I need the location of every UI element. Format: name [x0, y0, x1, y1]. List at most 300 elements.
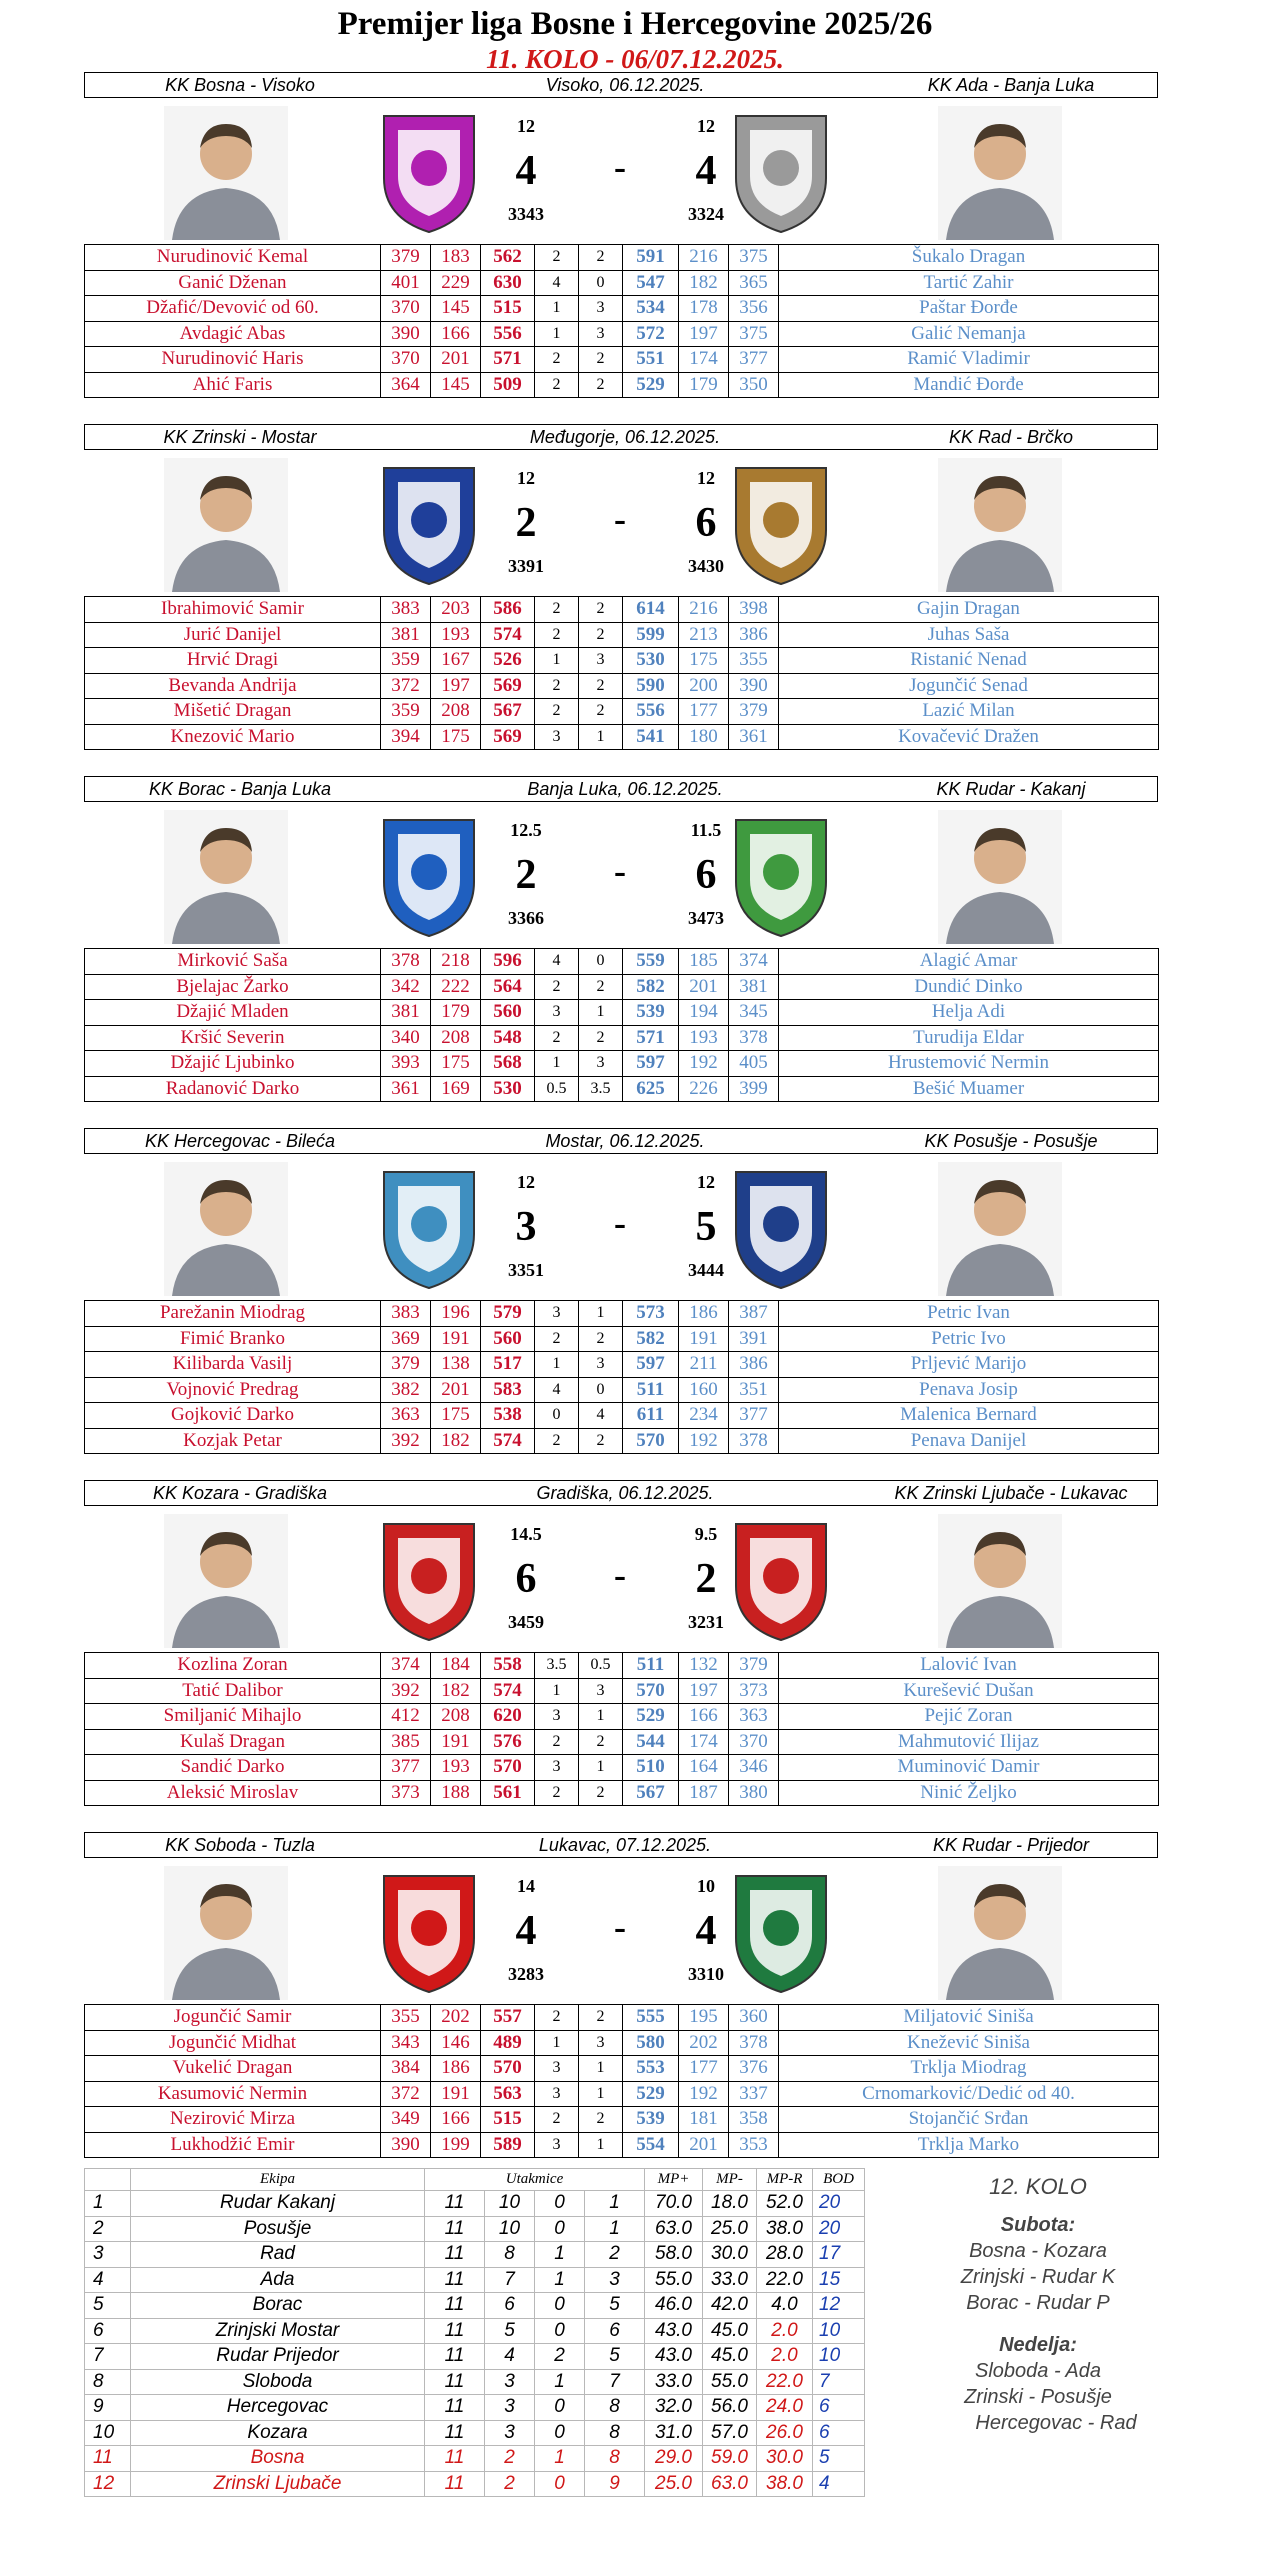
standings-cell: 2 [85, 2216, 131, 2242]
standings-cell: 10 [85, 2420, 131, 2446]
standings-cell: 9 [85, 2395, 131, 2421]
result-cell: 3.5 [535, 1653, 579, 1679]
standings-cell: 25.0 [645, 2471, 703, 2497]
result-cell: 405 [729, 1051, 779, 1077]
match-header [84, 1832, 1158, 1858]
result-cell: 3 [579, 321, 623, 347]
result-cell: Paštar Đorđe [779, 296, 1159, 322]
result-cell: 567 [623, 1780, 679, 1806]
standings-cell: 11 [425, 2446, 485, 2472]
home-player-photo [164, 1514, 288, 1648]
standings-cell: 8 [485, 2242, 535, 2268]
home-logo-image [374, 108, 484, 238]
result-cell: 381 [729, 974, 779, 1000]
result-cell: 383 [381, 597, 431, 623]
standings-cell: 5 [85, 2293, 131, 2319]
away-player-photo [938, 1866, 1062, 2000]
result-cell: 373 [381, 1780, 431, 1806]
result-cell: 186 [431, 2056, 481, 2082]
standings-cell: Rudar Prijedor [131, 2344, 425, 2370]
away-logo-image [726, 1516, 836, 1646]
result-cell: Jurić Danijel [85, 622, 381, 648]
result-cell: Miljatović Siniša [779, 2005, 1159, 2031]
fixture: Zrinjski - Rudar K [960, 2266, 1116, 2288]
home-match-score: 3 [515, 1204, 537, 1250]
result-cell: 2 [535, 1780, 579, 1806]
away-club-logo [726, 812, 836, 942]
fixture: Sloboda - Ada [974, 2360, 1101, 2382]
result-cell: Trklja Marko [779, 2132, 1159, 2158]
result-cell: 381 [381, 622, 431, 648]
result-cell: Lukhodžić Emir [85, 2132, 381, 2158]
result-cell: 370 [729, 1729, 779, 1755]
result-cell: 202 [679, 2030, 729, 2056]
result-cell: 620 [481, 1704, 535, 1730]
match-header [84, 776, 1158, 802]
result-cell: 378 [381, 949, 431, 975]
next-round-day2-games [918, 2358, 1158, 2436]
result-cell: Jogunčić Senad [779, 673, 1159, 699]
fixture: Bosna - Kozara [969, 2240, 1107, 2262]
away-set-points: 12 [697, 116, 715, 136]
result-cell: 3 [535, 2081, 579, 2107]
result-cell: 186 [679, 1301, 729, 1327]
result-cell: 353 [729, 2132, 779, 2158]
result-cell: 591 [623, 245, 679, 271]
standings-cell: 12 [85, 2471, 131, 2497]
result-row [85, 270, 1159, 296]
result-cell: Lalović Ivan [779, 1653, 1159, 1679]
result-cell: 611 [623, 1403, 679, 1429]
home-player-image [164, 1514, 288, 1648]
away-team-name: KK Posušje - Posušje [924, 1131, 1098, 1151]
result-cell: Mahmutović Ilijaz [779, 1729, 1159, 1755]
result-cell: 574 [481, 1428, 535, 1454]
home-player-image [164, 458, 288, 592]
result-cell: Lazić Milan [779, 699, 1159, 725]
result-cell: 377 [381, 1755, 431, 1781]
result-cell: Helja Adi [779, 1000, 1159, 1026]
standings-cell: 1 [585, 2216, 645, 2242]
result-row [85, 2107, 1159, 2133]
result-cell: 201 [431, 1377, 481, 1403]
match-venue-date: Lukavac, 07.12.2025. [538, 1835, 712, 1855]
standings-row [85, 2293, 865, 2319]
home-logo-image [374, 460, 484, 590]
away-total-pins: 3430 [688, 556, 724, 576]
result-cell: 517 [481, 1352, 535, 1378]
home-total-pins: 3351 [508, 1260, 544, 1280]
result-row [85, 2081, 1159, 2107]
result-cell: 596 [481, 949, 535, 975]
result-cell: 201 [679, 974, 729, 1000]
result-cell: 3 [535, 1000, 579, 1026]
away-club-logo [726, 1516, 836, 1646]
result-cell: 192 [679, 1428, 729, 1454]
away-club-logo [726, 460, 836, 590]
away-player-image [938, 1162, 1062, 1296]
standings-cell: 2.0 [757, 2344, 813, 2370]
result-cell: 372 [381, 673, 431, 699]
result-cell: 2 [579, 597, 623, 623]
standings-cell: 5 [813, 2446, 865, 2472]
away-team-name: KK Rad - Brčko [948, 427, 1074, 447]
result-cell: Kozjak Petar [85, 1428, 381, 1454]
result-cell: 1 [535, 1051, 579, 1077]
standings-cell: 30.0 [757, 2446, 813, 2472]
standings-cell: 3 [485, 2395, 535, 2421]
match-results-table [84, 244, 1159, 398]
result-cell: 597 [623, 1051, 679, 1077]
round-subtitle: 11. KOLO - 06/07.12.2025. [486, 44, 784, 74]
result-cell: 547 [623, 270, 679, 296]
match-block [84, 1128, 1158, 1466]
standings-cell: 8 [85, 2369, 131, 2395]
standings-cell: 11 [425, 2242, 485, 2268]
result-cell: 166 [431, 321, 481, 347]
standings-cell: 24.0 [757, 2395, 813, 2421]
result-row [85, 1076, 1159, 1102]
result-cell: 369 [381, 1326, 431, 1352]
result-cell: 381 [381, 1000, 431, 1026]
mp-plus-header: MP+ [645, 2169, 703, 2191]
standings-cell: 0 [535, 2420, 585, 2446]
result-cell: 363 [381, 1403, 431, 1429]
match-results-table [84, 1652, 1159, 1806]
home-set-points: 14.5 [510, 1524, 542, 1544]
home-logo-image [374, 1868, 484, 1998]
result-cell: 197 [679, 321, 729, 347]
next-round-day2: Nedelja: [999, 2334, 1077, 2356]
standings-cell: 4.0 [757, 2293, 813, 2319]
result-cell: 192 [679, 2081, 729, 2107]
standings-cell: 3 [585, 2267, 645, 2293]
result-cell: 182 [431, 1428, 481, 1454]
away-team-name: KK Rudar - Kakanj [936, 779, 1086, 799]
result-cell: Juhas Saša [779, 622, 1159, 648]
match-block [84, 424, 1158, 762]
result-cell: 175 [431, 1051, 481, 1077]
away-logo-image [726, 1868, 836, 1998]
home-player-image [164, 810, 288, 944]
home-match-score: 6 [515, 1556, 537, 1602]
result-cell: 3 [535, 1755, 579, 1781]
result-row [85, 321, 1159, 347]
result-cell: 3 [579, 2030, 623, 2056]
result-cell: 178 [679, 296, 729, 322]
next-round-day1-games [918, 2238, 1158, 2316]
away-total-pins: 3324 [688, 204, 724, 224]
result-cell: 1 [535, 321, 579, 347]
standings-cell: 46.0 [645, 2293, 703, 2319]
result-cell: 555 [623, 2005, 679, 2031]
result-row [85, 699, 1159, 725]
away-player-image [938, 106, 1062, 240]
result-cell: 3 [579, 1678, 623, 1704]
result-cell: 175 [679, 648, 729, 674]
result-cell: 3 [535, 2056, 579, 2082]
result-cell: 561 [481, 1780, 535, 1806]
away-total-pins: 3231 [688, 1612, 724, 1632]
result-cell: 337 [729, 2081, 779, 2107]
result-cell: 538 [481, 1403, 535, 1429]
away-match-score: 2 [695, 1556, 717, 1602]
match-venue-date: Visoko, 06.12.2025. [545, 75, 705, 95]
standings-cell: 11 [425, 2267, 485, 2293]
result-cell: 579 [481, 1301, 535, 1327]
result-cell: Džajić Ljubinko [85, 1051, 381, 1077]
result-cell: 177 [679, 2056, 729, 2082]
result-row [85, 1301, 1159, 1327]
result-cell: 1 [535, 2030, 579, 2056]
result-cell: 392 [381, 1678, 431, 1704]
result-cell: 1 [579, 724, 623, 750]
result-cell: 180 [679, 724, 729, 750]
result-cell: 2 [535, 974, 579, 1000]
standings-cell: 11 [425, 2216, 485, 2242]
result-cell: Knežević Siniša [779, 2030, 1159, 2056]
result-cell: Mandić Đorđe [779, 372, 1159, 398]
home-player-photo [164, 106, 288, 240]
away-logo-image [726, 460, 836, 590]
standings-row [85, 2395, 865, 2421]
result-cell: 4 [535, 949, 579, 975]
result-cell: 559 [623, 949, 679, 975]
result-cell: 2 [579, 1428, 623, 1454]
standings-cell: 5 [585, 2344, 645, 2370]
rank-header [85, 2169, 131, 2191]
result-cell: Ramić Vladimir [779, 347, 1159, 373]
result-cell: 401 [381, 270, 431, 296]
result-cell: 548 [481, 1025, 535, 1051]
standings-cell: 42.0 [703, 2293, 757, 2319]
away-player-image [938, 1866, 1062, 2000]
result-cell: 166 [431, 2107, 481, 2133]
result-cell: 196 [431, 1301, 481, 1327]
result-cell: Turudija Eldar [779, 1025, 1159, 1051]
standings-cell: Ada [131, 2267, 425, 2293]
result-row [85, 1678, 1159, 1704]
result-cell: 360 [729, 2005, 779, 2031]
home-club-logo [374, 1164, 484, 1294]
result-cell: 582 [623, 1326, 679, 1352]
result-row [85, 974, 1159, 1000]
result-cell: 582 [623, 974, 679, 1000]
result-cell: 208 [431, 1704, 481, 1730]
result-row [85, 2030, 1159, 2056]
result-cell: Alagić Amar [779, 949, 1159, 975]
result-cell: 216 [679, 597, 729, 623]
result-cell: 0 [535, 1403, 579, 1429]
home-logo-image [374, 1164, 484, 1294]
result-cell: 2 [535, 1025, 579, 1051]
result-cell: 568 [481, 1051, 535, 1077]
home-total-pins: 3283 [508, 1964, 544, 1984]
result-cell: 541 [623, 724, 679, 750]
result-cell: 630 [481, 270, 535, 296]
match-header [84, 72, 1158, 98]
result-cell: 380 [729, 1780, 779, 1806]
result-cell: 529 [623, 1704, 679, 1730]
result-cell: Tatić Dalibor [85, 1678, 381, 1704]
result-cell: Pejić Zoran [779, 1704, 1159, 1730]
result-cell: Ahić Faris [85, 372, 381, 398]
result-cell: 383 [381, 1301, 431, 1327]
result-cell: 526 [481, 648, 535, 674]
result-cell: 556 [623, 699, 679, 725]
standings-cell: 29.0 [645, 2446, 703, 2472]
result-cell: 201 [679, 2132, 729, 2158]
result-cell: 0.5 [535, 1076, 579, 1102]
result-cell: Muminović Damir [779, 1755, 1159, 1781]
result-cell: 226 [679, 1076, 729, 1102]
result-cell: Penava Josip [779, 1377, 1159, 1403]
next-round-day1: Subota: [1000, 2214, 1076, 2236]
result-cell: Jogunčić Samir [85, 2005, 381, 2031]
result-cell: Ristanić Nenad [779, 648, 1159, 674]
standings-cell: Bosna [131, 2446, 425, 2472]
result-cell: 1 [535, 296, 579, 322]
result-cell: 564 [481, 974, 535, 1000]
home-club-logo [374, 108, 484, 238]
score-separator: - [614, 499, 626, 539]
result-cell: 376 [729, 2056, 779, 2082]
result-cell: Avdagić Abas [85, 321, 381, 347]
result-cell: 573 [623, 1301, 679, 1327]
result-cell: 571 [623, 1025, 679, 1051]
match-results-table [84, 596, 1159, 750]
match-block [84, 776, 1158, 1114]
result-cell: 560 [481, 1000, 535, 1026]
mp-r-header: MP-R [757, 2169, 813, 2191]
result-cell: 574 [481, 622, 535, 648]
standings-cell: 0 [535, 2293, 585, 2319]
home-player-photo [164, 1866, 288, 2000]
result-cell: Kurešević Dušan [779, 1678, 1159, 1704]
result-cell: 379 [729, 1653, 779, 1679]
result-cell: 580 [623, 2030, 679, 2056]
standings-cell: 22.0 [757, 2369, 813, 2395]
result-row [85, 622, 1159, 648]
result-cell: 351 [729, 1377, 779, 1403]
away-player-photo [938, 106, 1062, 240]
match-venue-date: Međugorje, 06.12.2025. [529, 427, 721, 447]
result-cell: 2 [535, 1428, 579, 1454]
standings-cell: 11 [85, 2446, 131, 2472]
away-match-score: 4 [695, 1908, 717, 1954]
standings-cell: Rad [131, 2242, 425, 2268]
result-cell: 1 [579, 1755, 623, 1781]
result-cell: 0 [579, 270, 623, 296]
result-cell: 1 [579, 1000, 623, 1026]
result-cell: Kršić Severin [85, 1025, 381, 1051]
away-match-score: 4 [695, 148, 717, 194]
result-cell: 511 [623, 1377, 679, 1403]
result-cell: 185 [679, 949, 729, 975]
away-club-logo [726, 108, 836, 238]
result-cell: Gajin Dragan [779, 597, 1159, 623]
standings-cell: Zrinski Ljubače [131, 2471, 425, 2497]
result-cell: 355 [729, 648, 779, 674]
result-row [85, 1403, 1159, 1429]
result-cell: 350 [729, 372, 779, 398]
standings-cell: 22.0 [757, 2267, 813, 2293]
result-cell: 3 [535, 1301, 579, 1327]
result-cell: 191 [431, 1729, 481, 1755]
away-club-logo [726, 1868, 836, 1998]
home-match-score: 4 [515, 148, 537, 194]
home-player-image [164, 106, 288, 240]
standings-cell: 17 [813, 2242, 865, 2268]
result-cell: 192 [679, 1051, 729, 1077]
result-cell: 567 [481, 699, 535, 725]
result-cell: 1 [535, 648, 579, 674]
result-cell: Aleksić Miroslav [85, 1780, 381, 1806]
home-logo-image [374, 1516, 484, 1646]
result-cell: 132 [679, 1653, 729, 1679]
standings-cell: 6 [813, 2395, 865, 2421]
fixture: Zrinski - Posušje [964, 2386, 1112, 2408]
result-cell: 160 [679, 1377, 729, 1403]
standings-cell: 55.0 [703, 2369, 757, 2395]
result-cell: 3 [579, 1051, 623, 1077]
standings-header-row [85, 2169, 865, 2191]
standings-cell: 2 [585, 2242, 645, 2268]
result-cell: 175 [431, 724, 481, 750]
result-cell: 183 [431, 245, 481, 271]
home-player-image [164, 1866, 288, 2000]
result-row [85, 1377, 1159, 1403]
away-total-pins: 3444 [688, 1260, 724, 1280]
standings-cell: 0 [535, 2216, 585, 2242]
standings-cell: 45.0 [703, 2318, 757, 2344]
result-cell: 2 [535, 622, 579, 648]
result-cell: 200 [679, 673, 729, 699]
away-player-image [938, 458, 1062, 592]
match-results-table [84, 948, 1159, 1102]
standings-cell: 4 [85, 2267, 131, 2293]
result-cell: 191 [431, 2081, 481, 2107]
standings-cell: 25.0 [703, 2216, 757, 2242]
standings-cell: 1 [535, 2242, 585, 2268]
match-header [84, 424, 1158, 450]
result-cell: 211 [679, 1352, 729, 1378]
result-row [85, 1653, 1159, 1679]
result-cell: Kovačević Dražen [779, 724, 1159, 750]
home-player-photo [164, 810, 288, 944]
result-cell: Stojančić Srđan [779, 2107, 1159, 2133]
result-cell: 377 [729, 347, 779, 373]
home-total-pins: 3366 [508, 908, 544, 928]
result-cell: 146 [431, 2030, 481, 2056]
result-cell: 2 [579, 245, 623, 271]
result-cell: Jogunčić Midhat [85, 2030, 381, 2056]
standings-cell: Zrinjski Mostar [131, 2318, 425, 2344]
result-cell: Ibrahimović Samir [85, 597, 381, 623]
standings-cell: 1 [85, 2191, 131, 2217]
result-row [85, 1352, 1159, 1378]
standings-cell: 11 [425, 2471, 485, 2497]
match-venue-date: Banja Luka, 06.12.2025. [527, 779, 723, 799]
result-row [85, 1704, 1159, 1730]
away-set-points: 11.5 [690, 820, 722, 840]
result-cell: 234 [679, 1403, 729, 1429]
home-set-points: 12 [517, 1172, 535, 1192]
standings-cell: 7 [585, 2369, 645, 2395]
standings-cell: 8 [585, 2420, 645, 2446]
standings-cell: 32.0 [645, 2395, 703, 2421]
result-cell: 179 [679, 372, 729, 398]
